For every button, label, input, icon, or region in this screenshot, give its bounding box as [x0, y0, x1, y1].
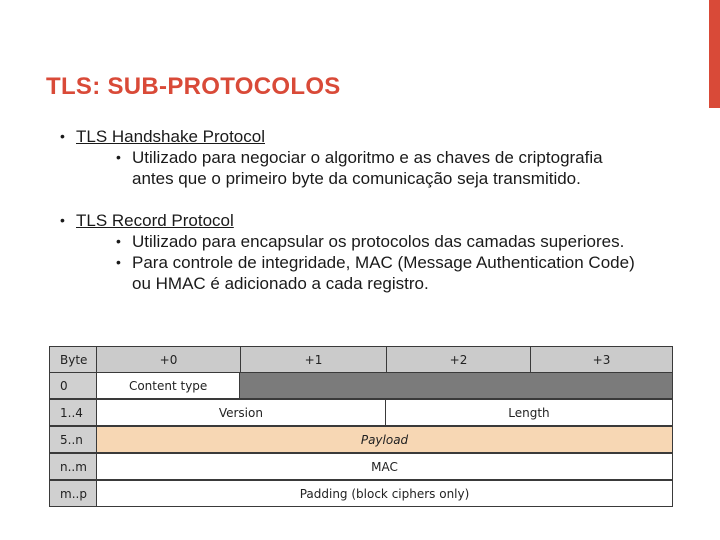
handshake-sub-line2: antes que o primeiro byte da comunicação seja transmitido. [132, 169, 581, 188]
row-label: n..m [49, 453, 97, 480]
record-label: TLS Record Protocol [76, 211, 234, 230]
row-label: m..p [49, 480, 97, 507]
row-label: 5..n [49, 426, 97, 453]
handshake-sub-bullet [58, 147, 688, 189]
bullet-record [58, 210, 688, 231]
payload-cell: Payload [96, 426, 673, 453]
record-sub1-line1: • Utilizado para encapsular os protocolos das camadas superiores. [132, 232, 625, 251]
diagram-row-padding [49, 480, 673, 507]
record-sub-bullet-2 [58, 252, 688, 294]
bullet-handshake [58, 126, 688, 147]
header-c0: +0 [96, 346, 241, 373]
diagram-row-mac [49, 453, 673, 480]
accent-bar [709, 0, 720, 108]
slide-title: TLS: SUB-PROTOCOLOS [46, 73, 341, 100]
version-cell: Version [96, 399, 386, 426]
handshake-sub-line1: • Utilizado para negociar o algoritmo e as chaves de criptografia [132, 148, 603, 167]
header-c1: +1 [240, 346, 387, 373]
record-sub2-line2: ou HMAC é adicionado a cada registro. [132, 274, 429, 293]
diagram-header-row [49, 346, 673, 373]
row-label: 0 [49, 372, 97, 399]
record-sub-bullet-1 [58, 231, 688, 252]
header-c2: +2 [386, 346, 531, 373]
padding-cell: Padding (block ciphers only) [96, 480, 673, 507]
length-cell: Length [385, 399, 673, 426]
header-c3: +3 [530, 346, 673, 373]
record-sub2-line1: • Para controle de integridade, MAC (Message Authentication Code) [132, 253, 635, 272]
handshake-label: TLS Handshake Protocol [76, 127, 265, 146]
content-type-cell: Content type [96, 372, 241, 399]
diagram-row-content-type [49, 372, 673, 399]
diagram-row-version-length [49, 399, 673, 426]
diagram-row-payload [49, 426, 673, 453]
row-label: 1..4 [49, 399, 97, 426]
unused-filled-cell [239, 372, 673, 399]
mac-cell: MAC [96, 453, 673, 480]
tls-record-diagram [49, 346, 673, 508]
header-byte: Byte [49, 346, 97, 373]
bullet-list [58, 126, 688, 294]
